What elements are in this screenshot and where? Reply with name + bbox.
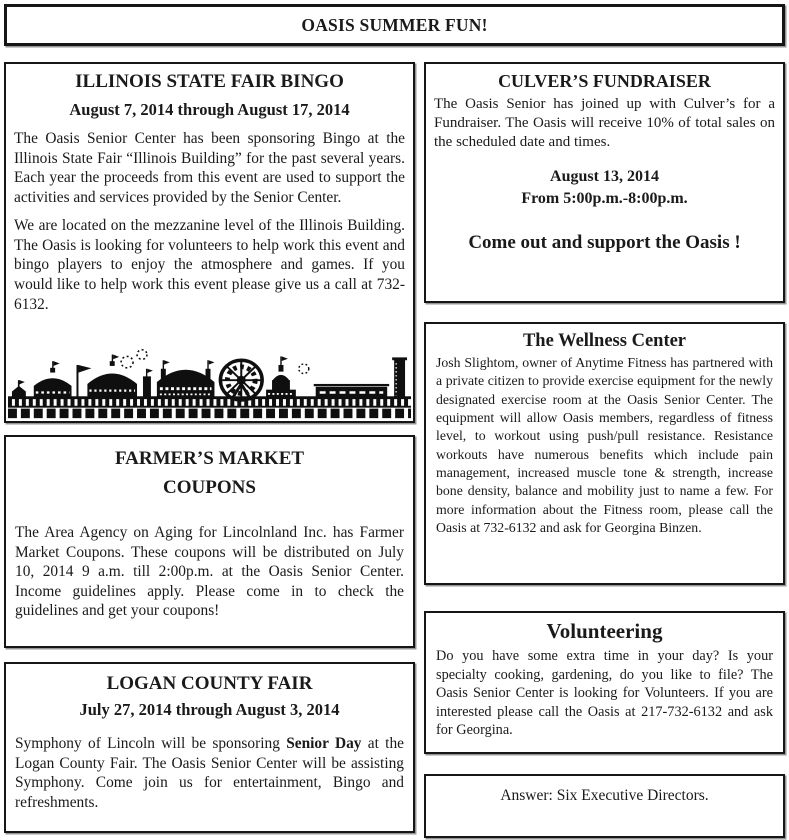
paragraph: The Area Agency on Aging for Lincolnland Inc. has Farmer Market Coupons. These coupons will be distributed on July 10, 2014 9 a.m. till 2:00p.m. at the Oasis Senior Center. Income guidelines apply. Please come in to check the guidelines and get your coupons! [15,524,404,620]
section-illinois-state-fair-bingo [4,62,415,423]
senior-day-emphasis: Senior Day [286,735,362,752]
call-to-action: Come out and support the Oasis ! [468,232,741,254]
paragraph: We are located on the mezzanine level of the Illinois Building. The Oasis is looking for volunteers to help work this event and bingo players to enjoy the atmosphere and games. If you would like to help work this event please give us a call at 732-6132. [14,217,405,313]
section-wellness-center [424,322,785,585]
section-answer [424,774,785,838]
banner [4,4,785,46]
section-volunteering [424,611,785,754]
section-title: ILLINOIS STATE FAIR BINGO [75,71,344,92]
paragraph-text: Symphony of Lincoln will be sponsoring [15,735,287,752]
event-date: August 13, 2014 [550,168,659,186]
paragraph: The Oasis Senior has joined up with Culver’s for a Fundraiser. The Oasis will receive 10% of total sales on the scheduled date and times. [434,96,775,151]
section-title: FARMER’S MARKET [114,448,305,469]
event-time: From 5:00p.m.-8:00p.m. [521,190,688,208]
section-culvers-fundraiser [424,62,785,303]
page-title: OASIS SUMMER FUN! [301,14,488,35]
right-column [424,62,785,838]
paragraph: Do you have some extra time in your day? Is your specialty cooking, gardening, do you like to file? The Oasis Senior Center is looking for Volunteers. If you are interested please call the Oasis at 217-732-6132 and ask for Georgina. [436,648,773,739]
fairground-skyline-illustration [6,346,413,420]
section-title-line2: COUPONS [163,477,256,498]
section-title: Volunteering [546,619,663,643]
columns [4,62,785,838]
event-dates: August 7, 2014 through August 17, 2014 [69,100,350,119]
left-column [4,62,415,838]
paragraph: The Oasis Senior Center has been sponsoring Bingo at the Illinois State Fair “Illinois Building” for the past several years. Each year the proceeds from this event are used to support the activities and services provided by the Senior Center. [14,130,405,206]
event-dates: July 27, 2014 through August 3, 2014 [79,700,340,719]
section-title: CULVER’S FUNDRAISER [498,71,711,91]
section-farmers-market-coupons [4,435,415,648]
section-title: LOGAN COUNTY FAIR [106,673,313,694]
paragraph-text: at the Logan County Fair. The Oasis Senior Center will be assisting Symphony. Come join us for entertainment, Bingo and refreshments. [15,735,404,811]
answer-text: Answer: Six Executive Directors. [500,787,709,804]
section-logan-county-fair [4,662,415,833]
section-title: The Wellness Center [522,331,687,351]
paragraph: Josh Slightom, owner of Anytime Fitness has partnered with a private citizen to provide exercise equipment for the newly designated exercise room at the Oasis Senior Center. The equipment will allow Oasis members, regardless of fitness level, to workout using push/pull resistance. Resistance workouts have numerous benefits which include pain management, increased muscle tone & strength, increase bone density, balance and mobility just to name a few. For more information about the Fitness room, please call the Oasis at 732-6132 and ask for Georgina Binzen. [436,355,773,536]
paragraph [15,734,404,812]
